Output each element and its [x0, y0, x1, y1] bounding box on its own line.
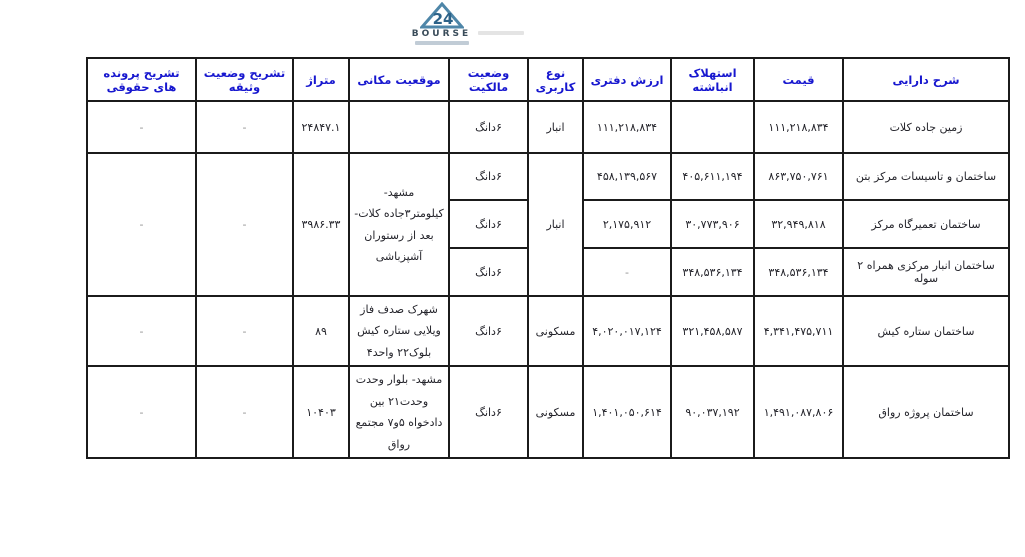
cell-area: ۱۰۴۰۳	[293, 366, 349, 458]
cell-accum-dep	[671, 101, 754, 153]
cell-area: ۲۴۸۴۷.۱	[293, 101, 349, 153]
col-header-area: متراژ	[293, 58, 349, 101]
cell-accum-dep: ۹۰,۰۳۷,۱۹۲	[671, 366, 754, 458]
cell-asset-desc: ساختمان پروژه رواق	[843, 366, 1009, 458]
cell-price: ۱,۴۹۱,۰۸۷,۸۰۶	[754, 366, 843, 458]
cell-book-value: ۴,۰۲۰,۰۱۷,۱۲۴	[583, 296, 671, 366]
col-header-asset-desc: شرح دارایی	[843, 58, 1009, 101]
cell-legal-cases: -	[87, 296, 196, 366]
cell-location: شهرک صدف فاز ویلایی ستاره کیش بلوک۲۲ واحد۴	[349, 296, 449, 366]
logo-brand-text: BOURSE	[411, 29, 472, 39]
cell-book-value: ۱,۴۰۱,۰۵۰,۶۱۴	[583, 366, 671, 458]
cell-asset-desc: ساختمان تعمیرگاه مرکز	[843, 200, 1009, 248]
cell-ownership: ۶دانگ	[449, 248, 528, 296]
cell-usage-type: مسکونی	[528, 366, 583, 458]
cell-ownership: ۶دانگ	[449, 366, 528, 458]
cell-collateral: -	[196, 296, 293, 366]
cell-book-value: ۲,۱۷۵,۹۱۲	[583, 200, 671, 248]
cell-accum-dep: ۳۴۸,۵۳۶,۱۳۴	[671, 248, 754, 296]
cell-area: ۸۹	[293, 296, 349, 366]
cell-ownership: ۶دانگ	[449, 153, 528, 200]
cell-ownership: ۶دانگ	[449, 296, 528, 366]
cell-usage-type: مسکونی	[528, 296, 583, 366]
cell-book-value: -	[583, 248, 671, 296]
cell-accum-dep: ۴۰۵,۶۱۱,۱۹۴	[671, 153, 754, 200]
cell-legal-cases-merged: -	[87, 153, 196, 296]
cell-asset-desc: ساختمان انبار مرکزی همراه ۲ سوله	[843, 248, 1009, 296]
cell-accum-dep: ۳۲۱,۴۵۸,۵۸۷	[671, 296, 754, 366]
triangle-24-icon	[404, 2, 479, 29]
cell-accum-dep: ۳۰,۷۷۳,۹۰۶	[671, 200, 754, 248]
col-header-usage-type: نوع کاربری	[528, 58, 583, 101]
cell-asset-desc: ساختمان و تاسیسات مرکز بتن	[843, 153, 1009, 200]
cell-price: ۱۱۱,۲۱۸,۸۳۴	[754, 101, 843, 153]
col-header-price: قیمت	[754, 58, 843, 101]
cell-location: مشهد- بلوار وحدت وحدت۲۱ بین دادخواه ۵و۷ مجتمع رواق	[349, 366, 449, 458]
table-header-row	[87, 58, 1009, 101]
cell-legal-cases: -	[87, 101, 196, 153]
table-row	[87, 153, 1009, 200]
table-row	[87, 366, 1009, 458]
cell-book-value: ۴۵۸,۱۳۹,۵۶۷	[583, 153, 671, 200]
cell-collateral-merged: -	[196, 153, 293, 296]
cell-price: ۴,۳۴۱,۴۷۵,۷۱۱	[754, 296, 843, 366]
cell-usage-type-merged: انبار	[528, 153, 583, 296]
cell-legal-cases: -	[87, 366, 196, 458]
cell-ownership: ۶دانگ	[449, 101, 528, 153]
col-header-book-value: ارزش دفتری	[583, 58, 671, 101]
col-header-accum-dep: استهلاک انباشته	[671, 58, 754, 101]
cell-asset-desc: ساختمان ستاره کیش	[843, 296, 1009, 366]
cell-location-merged: مشهد-کیلومتر۳جاده کلات-بعد از رستوران آشپزباشی	[349, 153, 449, 296]
asset-table	[86, 57, 1010, 459]
faint-watermark-text	[478, 31, 524, 35]
cell-price: ۳۲,۹۴۹,۸۱۸	[754, 200, 843, 248]
col-header-collateral: تشریح وضعیت وثیقه	[196, 58, 293, 101]
table-row	[87, 101, 1009, 153]
cell-collateral: -	[196, 366, 293, 458]
col-header-location: موقعیت مکانی	[349, 58, 449, 101]
cell-usage-type: انبار	[528, 101, 583, 153]
cell-price: ۸۶۳,۷۵۰,۷۶۱	[754, 153, 843, 200]
col-header-ownership: وضعیت مالکیت	[449, 58, 528, 101]
cell-price: ۳۴۸,۵۳۶,۱۳۴	[754, 248, 843, 296]
cell-location	[349, 101, 449, 153]
col-header-legal-cases: تشریح پرونده های حقوقی	[87, 58, 196, 101]
cell-asset-desc: زمین جاده کلات	[843, 101, 1009, 153]
cell-ownership: ۶دانگ	[449, 200, 528, 248]
cell-area-merged: ۳۹۸۶.۳۳	[293, 153, 349, 296]
svg-text:24: 24	[432, 10, 453, 28]
cell-book-value: ۱۱۱,۲۱۸,۸۳۴	[583, 101, 671, 153]
cell-collateral: -	[196, 101, 293, 153]
bourse24-logo	[404, 2, 479, 45]
table-row	[87, 296, 1009, 366]
logo-slogan-faint-text	[415, 41, 469, 45]
